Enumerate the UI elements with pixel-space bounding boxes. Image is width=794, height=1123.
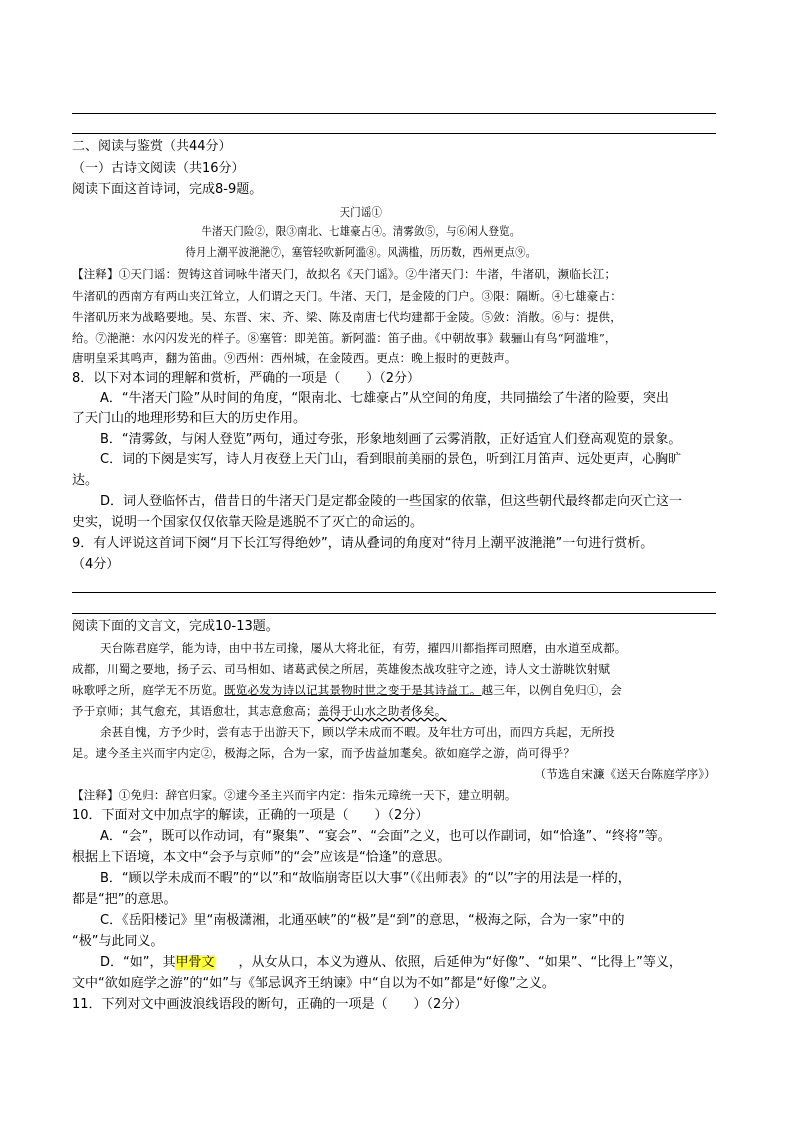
highlighted-term: 甲骨文 — [175, 955, 215, 970]
subsection-heading: （一）古诗文阅读（共16分） — [72, 161, 245, 176]
prose-text: 越三年，以例自免归①，会 — [481, 683, 622, 697]
q8-option-a-cont: 了天门山的地理形势和巨大的历史作用。 — [72, 411, 307, 426]
question-10-stem: 10．下面对文中加点字的解读，正确的一项是（ ）（2分） — [72, 808, 429, 823]
poem-line: 牛渚天门险②，限③南北、七雄豪占④。清雾敛⑤，与⑥闲人登览。 — [201, 224, 521, 238]
prose-line — [72, 702, 446, 720]
q8-option-a: A．“牛渚天门险”从时间的角度，“限南北、七雄豪占”从空间的角度，共同描绘了牛渚的险要，突出 — [100, 391, 669, 406]
poem-line: 待月上潮平波滟滟⑦，塞管轻吹新阿滥⑧。风满槛，历历数，西州更点⑨。 — [185, 245, 537, 259]
q10-option-d — [100, 954, 682, 972]
q8-option-d: D．词人登临怀古，借昔日的牛渚天门是定都金陵的一些国家的依靠，但这些朝代最终都走向灭亡这一 — [100, 494, 683, 509]
question-11-stem: 11．下列对文中画波浪线语段的断句，正确的一项是（ ）（2分） — [72, 997, 468, 1012]
answer-line — [72, 613, 716, 614]
prose-line: 成都，川蜀之要地，扬子云、司马相如、诸葛武侯之所居，英雄俊杰战攻驻守之迹，诗人文士游眺饮射赋 — [72, 662, 611, 676]
option-text: ，从女从口，本义为遵从、依照，后延伸为“好像”、“如果”、“比得上”等义， — [238, 955, 682, 970]
poem-title: 天门谣① — [339, 205, 383, 219]
q8-option-d-cont: 史实，说明一个国家仅仅依靠天险是逃脱不了灭亡的命运的。 — [72, 515, 424, 530]
poem-note-line: 给。⑦滟滟：水闪闪发光的样子。⑧塞管：即羌笛。新阿滥：笛子曲。《中朝故事》载骊山有鸟“阿滥堆”， — [72, 331, 617, 345]
q10-option-c: C．《岳阳楼记》里“南极潇湘，北通巫峡”的“极”是“到”的意思，“极海之际，合为一家”中的 — [100, 913, 625, 928]
prose-text: 予于京师；其气愈充，其语愈壮，其志意愈高； — [72, 704, 318, 718]
q10-option-a-cont: 根据上下语境，本文中“会予与京师”的“会”应该是“恰逢”的意思。 — [72, 850, 451, 865]
poem-note-line: 唐明皇采其鸣声，翻为笛曲。⑨西州：西州城，在金陵西。更点：晚上报时的更鼓声。 — [72, 351, 517, 365]
prose-source: （节选自宋濂《送天台陈庭学序》） — [534, 767, 716, 781]
question-9-points: （4分） — [72, 557, 120, 572]
section-heading: 二、阅读与鉴赏（共44分） — [72, 139, 232, 154]
prose-instruction: 阅读下面的文言文，完成10-13题。 — [72, 619, 279, 634]
underlined-sentence: 既览必发为诗以记其景物时世之变于是其诗益工。 — [224, 683, 482, 697]
wavy-underlined-sentence: 盖得于山水之助者侈矣。 — [317, 704, 447, 718]
q10-option-c-cont: “极”与此同义。 — [72, 934, 164, 949]
prose-text: 咏歌呼之所，庭学无不历览。 — [72, 683, 225, 697]
prose-line — [72, 681, 622, 699]
answer-line — [72, 592, 716, 593]
q10-option-d-cont: 文中“欲如庭学之游”的“如”与《邹忌讽齐王纳谏》中“自以为不如”都是“好像”之义。 — [72, 976, 555, 991]
q10-option-a: A．“会”，既可以作动词，有“聚集”、“宴会”、“会面”之义，也可以作副词，如“恰逢”、“终将”等。 — [100, 829, 671, 844]
poem-instruction: 阅读下面这首诗词，完成8-9题。 — [72, 182, 263, 197]
option-text: D．“如”，其 — [100, 955, 176, 970]
poem-note-line: 牛渚矶的西南方有两山夹江耸立，人们谓之天门。牛渚、天门，是金陵的门户。③限：隔断。④七雄豪占： — [72, 289, 622, 303]
poem-note-line: 牛渚矶历来为战略要地。吴、东晋、宋、齐、梁、陈及南唐七代均建都于金陵。⑤敛：消散。⑥与：提供， — [72, 310, 622, 324]
prose-line: 天台陈君庭学，能为诗，由中书左司掾，屡从大将北征，有劳，擢四川都指挥司照磨，由水道至成都。 — [100, 641, 627, 655]
prose-line: 足。逮今圣主兴而宇内定②，极海之际，合为一家，而予齿益加耄矣。欲如庭学之游，尚可得乎？ — [72, 746, 576, 760]
question-8-stem: 8．以下对本词的理解和赏析，严确的一项是（ ）（2分） — [72, 371, 421, 386]
q10-option-b: B．“顾以学未成而不暇”的“以”和“故临崩寄臣以大事”（《出师表》的“以”字的用法是一样的， — [100, 871, 631, 886]
question-9-stem: 9．有人评说这首词下阕“月下长江写得绝妙”，请从叠词的角度对“待月上潮平波滟滟”一句进行赏析。 — [72, 536, 654, 551]
q8-option-c-cont: 达。 — [72, 473, 99, 488]
answer-line — [72, 133, 716, 134]
prose-line: 余甚自愧，方予少时，尝有志于出游天下，顾以学未成而不暇。及年壮方可出，而四方兵起，无所投 — [100, 725, 615, 739]
q8-option-b: B．“清雾敛，与闲人登览”两句，通过夸张，形象地刻画了云雾消散，正好适宜人们登高观览的景象。 — [100, 432, 682, 447]
q10-option-b-cont: 都是“把”的意思。 — [72, 892, 177, 907]
prose-notes: 【注释】①免归：辞官归家。②逮今圣主兴而宇内定：指朱元璋统一天下，建立明朝。 — [72, 788, 517, 802]
q8-option-c: C．词的下阕是实写，诗人月夜登上天门山，看到眼前美丽的景色，听到江月笛声、远处更声，心胸旷 — [100, 452, 682, 467]
poem-note-line: 【注释】①天门谣：贺铸这首词咏牛渚天门，故拟名《天门谣》。②牛渚天门：牛渚，牛渚矶，濒临长江； — [72, 267, 617, 281]
answer-line — [72, 113, 716, 114]
